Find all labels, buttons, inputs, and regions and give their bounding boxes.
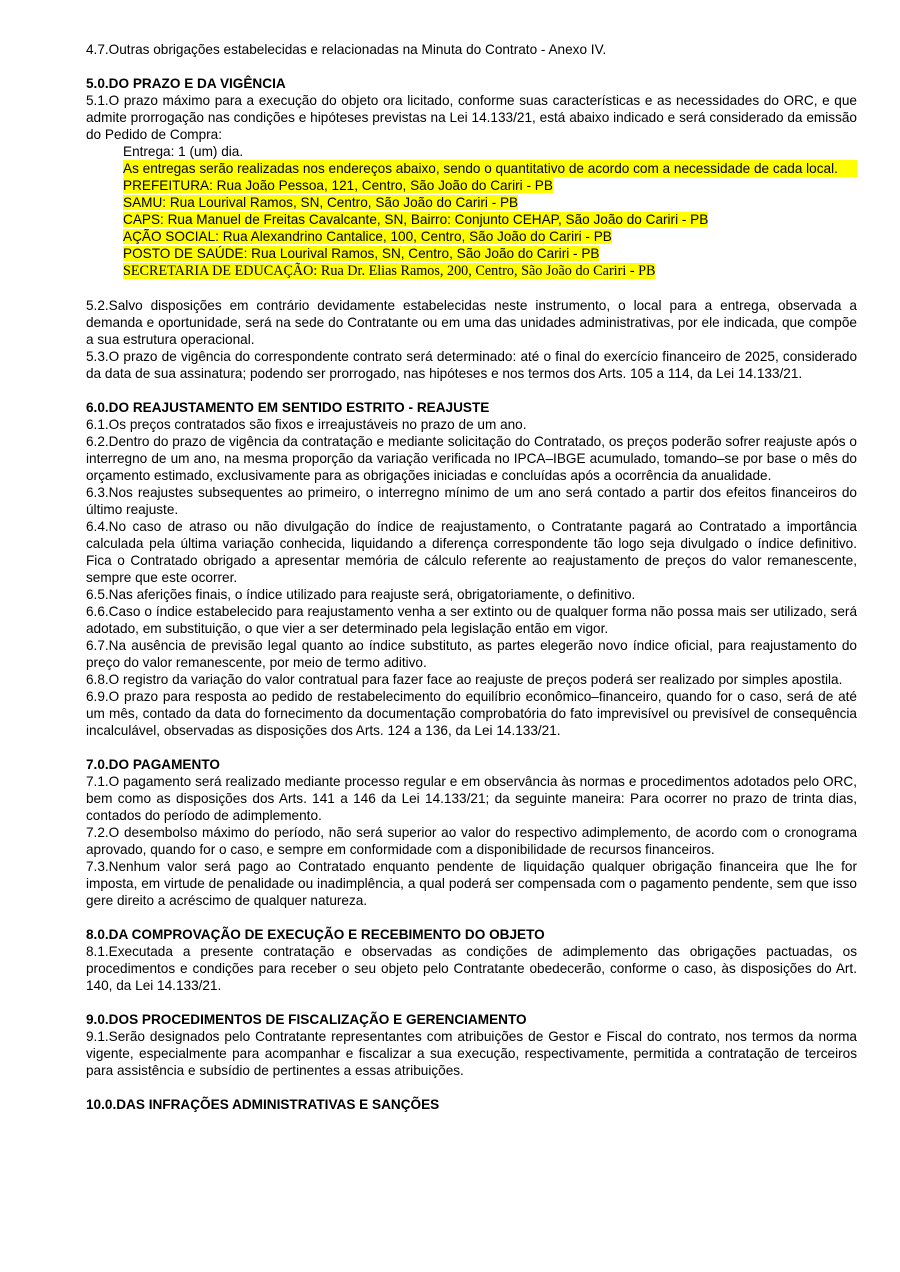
address-list-item xyxy=(123,245,857,262)
address-list-item xyxy=(123,262,857,280)
address-list-item xyxy=(123,177,857,194)
address-acao-social: AÇÃO SOCIAL: Rua Alexandrino Cantalice, 100, Centro, São João do Cariri - PB xyxy=(123,229,612,244)
clause-6-2: 6.2.Dentro do prazo de vigência da contratação e mediante solicitação do Contratado, os preços poderão sofrer reajuste após o interregno de um ano, na mesma proporção da variação verificada no IPCA–IBGE acumulado, tomando–se por base o mês do orçamento estimado, exclusivamente para as obrigações iniciadas e concluídas após a ocorrência da anualidade. xyxy=(86,434,857,483)
address-samu: SAMU: Rua Lourival Ramos, SN, Centro, São João do Cariri - PB xyxy=(123,195,519,210)
delivery-block xyxy=(86,143,857,280)
clause-5-2: 5.2.Salvo disposições em contrário devidamente estabelecidas neste instrumento, o local para a entrega, observada a demanda e oportunidade, será na sede do Contratante ou em uma das unidades administrativas, por ele indicada, que compõe a sua estrutura operacional. xyxy=(86,298,857,347)
address-list-item xyxy=(123,211,857,228)
clause-6-9: 6.9.O prazo para resposta ao pedido de restabelecimento do equilíbrio econômico–financeiro, quando for o caso, será de até um mês, contado da data do fornecimento da documentação comprobatória do fato imprevisível ou previsível de consequência incalculável, observadas as disposições dos Arts. 124 a 136, da Lei 14.133/21. xyxy=(86,689,857,738)
clause-6-5: 6.5.Nas aferições finais, o índice utilizado para reajuste será, obrigatoriamente, o definitivo. xyxy=(86,587,636,602)
address-caps: CAPS: Rua Manuel de Freitas Cavalcante, SN, Bairro: Conjunto CEHAP, São João do Cariri - PB xyxy=(123,212,709,227)
clause-7-1: 7.1.O pagamento será realizado mediante processo regular e em observância às normas e procedimentos adotados pelo ORC, bem como as disposições dos Arts. 141 a 146 da Lei 14.133/21; da seguinte maneira: Para ocorrer no prazo de trinta dias, contados do período de adimplemento. xyxy=(86,774,857,823)
address-secretaria-educacao: SECRETARIA DE EDUCAÇÃO: Rua Dr. Elias Ramos, 200, Centro, São João do Cariri - PB xyxy=(123,263,656,279)
clause-6-4: 6.4.No caso de atraso ou não divulgação do índice de reajustamento, o Contratante pagará ao Contratado a importância calculada pela última variação conhecida, liquidando a diferença correspondente tão logo seja divulgado o índice definitivo. Fica o Contratado obrigado a apresentar memória de cálculo referente ao reajustamento de preços do valor remanescente, sempre que este ocorrer. xyxy=(86,519,857,585)
clause-5-1: 5.1.O prazo máximo para a execução do objeto ora licitado, conforme suas características e as necessidades do ORC, e que admite prorrogação nas condições e hipóteses previstas na Lei 14.133/21, está abaixo indicado e será considerado da emissão do Pedido de Compra: xyxy=(86,93,857,142)
clause-6-8: 6.8.O registro da variação do valor contratual para fazer face ao reajuste de preços poderá ser realizado por simples apostila. xyxy=(86,672,843,687)
address-prefeitura: PREFEITURA: Rua João Pessoa, 121, Centro, São João do Cariri - PB xyxy=(123,178,553,193)
address-posto-saude: POSTO DE SAÚDE: Rua Lourival Ramos, SN, Centro, São João do Cariri - PB xyxy=(123,246,600,261)
section-6-heading: 6.0.DO REAJUSTAMENTO EM SENTIDO ESTRITO - REAJUSTE xyxy=(86,400,490,415)
document-page xyxy=(86,41,857,1113)
clause-9-1: 9.1.Serão designados pelo Contratante representantes com atribuições de Gestor e Fiscal do contrato, nos termos da norma vigente, especialmente para acompanhar e fiscalizar a sua execução, respectivamente, permitida a contratação de terceiros para assistência e subsídio de pertinentes a essas atribuições. xyxy=(86,1029,857,1078)
section-10-heading: 10.0.DAS INFRAÇÕES ADMINISTRATIVAS E SANÇÕES xyxy=(86,1097,440,1112)
clause-4-7: 4.7.Outras obrigações estabelecidas e relacionadas na Minuta do Contrato - Anexo IV. xyxy=(86,42,607,57)
delivery-note-highlighted: As entregas serão realizadas nos endereços abaixo, sendo o quantitativo de acordo com a necessidade de cada local. xyxy=(123,160,857,177)
section-9-heading: 9.0.DOS PROCEDIMENTOS DE FISCALIZAÇÃO E GERENCIAMENTO xyxy=(86,1012,527,1027)
clause-8-1: 8.1.Executada a presente contratação e observadas as condições de adimplemento das obrigações pactuadas, os procedimentos e condições para receber o seu objeto pelo Contratante obedecerão, conforme o caso, às disposições do Art. 140, da Lei 14.133/21. xyxy=(86,944,857,993)
address-list-item xyxy=(123,194,857,211)
clause-6-1: 6.1.Os preços contratados são fixos e irreajustáveis no prazo de um ano. xyxy=(86,417,527,432)
section-8-heading: 8.0.DA COMPROVAÇÃO DE EXECUÇÃO E RECEBIMENTO DO OBJETO xyxy=(86,927,545,942)
clause-6-6: 6.6.Caso o índice estabelecido para reajustamento venha a ser extinto ou de qualquer forma não possa mais ser utilizado, será adotado, em substituição, o que vier a ser determinado pela legislação então em vigor. xyxy=(86,604,857,636)
section-7-heading: 7.0.DO PAGAMENTO xyxy=(86,757,220,772)
delivery-deadline: Entrega: 1 (um) dia. xyxy=(123,144,244,159)
address-list-item xyxy=(123,228,857,245)
clause-6-3: 6.3.Nos reajustes subsequentes ao primeiro, o interregno mínimo de um ano será contado a partir dos efeitos financeiros do último reajuste. xyxy=(86,485,857,517)
clause-7-2: 7.2.O desembolso máximo do período, não será superior ao valor do respectivo adimplemento, de acordo com o cronograma aprovado, quando for o caso, e sempre em conformidade com a disponibilidade de recursos financeiros. xyxy=(86,825,857,857)
clause-5-3: 5.3.O prazo de vigência do correspondente contrato será determinado: até o final do exercício financeiro de 2025, considerado da data de sua assinatura; podendo ser prorrogado, nas hipóteses e nos termos dos Arts. 105 a 114, da Lei 14.133/21. xyxy=(86,349,857,381)
clause-6-7: 6.7.Na ausência de previsão legal quanto ao índice substituto, as partes elegerão novo índice oficial, para reajustamento do preço do valor remanescente, por meio de termo aditivo. xyxy=(86,638,857,670)
clause-7-3: 7.3.Nenhum valor será pago ao Contratado enquanto pendente de liquidação qualquer obrigação financeira que lhe for imposta, em virtude de penalidade ou inadimplência, a qual poderá ser compensada com o pagamento pendente, sem que isso gere direito a acréscimo de qualquer natureza. xyxy=(86,859,857,908)
section-5-heading: 5.0.DO PRAZO E DA VIGÊNCIA xyxy=(86,76,286,91)
